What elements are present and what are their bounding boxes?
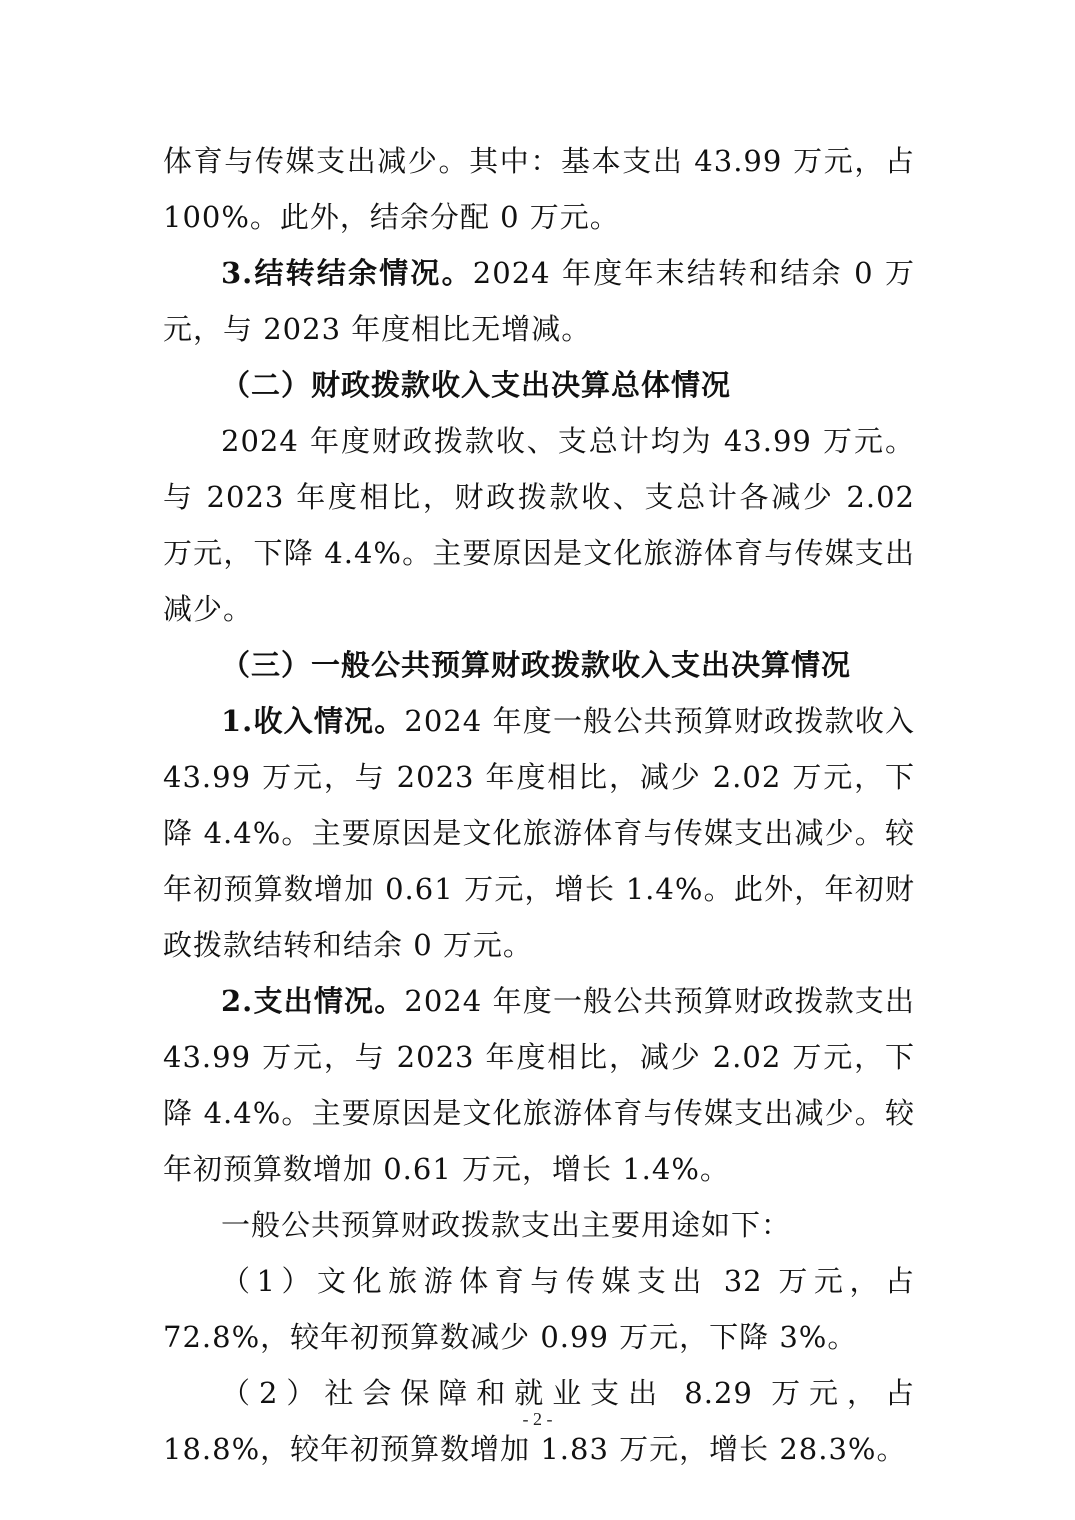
document-body <box>163 133 915 1477</box>
paragraph-income-text: 2024 年度一般公共预算财政拨款收入 43.99 万元，与 2023 年度相比，减少 2.02 万元，下降 4.4%。主要原因是文化旅游体育与传媒支出减少。较年初预算数增加 0.61 万元，增长 1.4%。此外，年初财政拨款结转和结余 0 万元。 <box>163 704 915 962</box>
paragraph-fiscal-overview: 2024 年度财政拨款收、支总计均为 43.99 万元。与 2023 年度相比，财政拨款收、支总计各减少 2.02 万元，下降 4.4%。主要原因是文化旅游体育与传媒支出减少。 <box>163 424 915 626</box>
section-heading-fiscal-overview: （二）财政拨款收入支出决算总体情况 <box>221 368 732 402</box>
page-number: - 2 - <box>522 1409 553 1429</box>
list-item-social-security-expenditure: （2）社会保障和就业支出 8.29 万元，占 18.8%，较年初预算数增加 1.83 万元，增长 28.3%。 <box>163 1376 915 1466</box>
paragraph-expenditure <box>163 973 915 1197</box>
paragraph-income <box>163 693 915 973</box>
paragraph-carryover-lead: 3.结转结余情况。 <box>221 256 473 290</box>
paragraph-income-lead: 1.收入情况。 <box>221 704 405 738</box>
paragraph-carryover <box>163 245 915 357</box>
list-item-culture-expenditure: （1）文化旅游体育与传媒支出 32 万元，占 72.8%，较年初预算数减少 0.99 万元，下降 3%。 <box>163 1264 915 1354</box>
paragraph-expenditure-lead: 2.支出情况。 <box>221 984 405 1018</box>
paragraph-basic-expenditure: 体育与传媒支出减少。其中：基本支出 43.99 万元，占 100%。此外，结余分配 0 万元。 <box>163 144 915 234</box>
paragraph-uses-intro: 一般公共预算财政拨款支出主要用途如下： <box>221 1208 792 1242</box>
paragraph-expenditure-text: 2024 年度一般公共预算财政拨款支出 43.99 万元，与 2023 年度相比，减少 2.02 万元，下降 4.4%。主要原因是文化旅游体育与传媒支出减少。较年初预算数增加 0.61 万元，增长 1.4%。 <box>163 984 915 1186</box>
section-heading-general-budget: （三）一般公共预算财政拨款收入支出决算情况 <box>221 648 852 682</box>
paragraph-carryover-text: 2024 年度年末结转和结余 0 万元，与 2023 年度相比无增减。 <box>163 256 915 346</box>
